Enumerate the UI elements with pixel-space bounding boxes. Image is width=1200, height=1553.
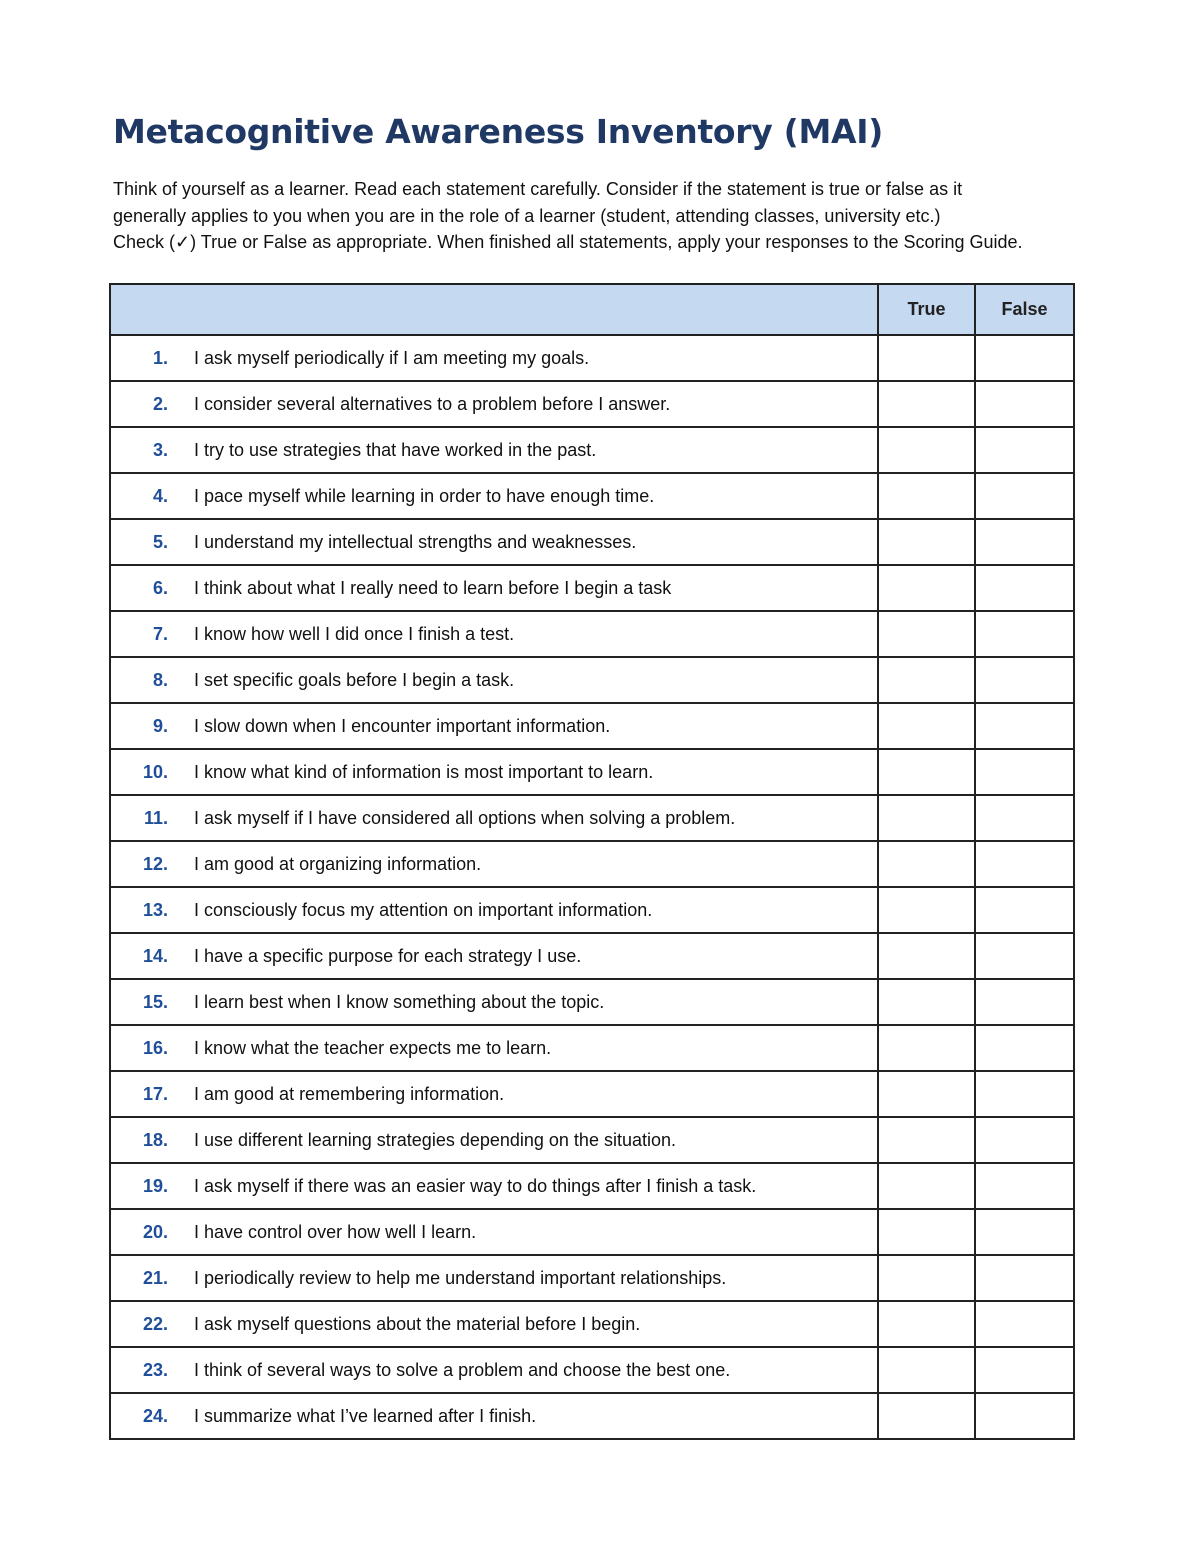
- statement-number: 24.: [110, 1393, 184, 1439]
- false-checkbox-cell[interactable]: [975, 473, 1074, 519]
- instructions-line: Check (✓) True or False as appropriate. When finished all statements, apply your responses to the Scoring Guide.: [113, 232, 1023, 252]
- false-checkbox-cell[interactable]: [975, 611, 1074, 657]
- table-row: [110, 979, 1074, 1025]
- table-header-row: [110, 284, 1074, 335]
- instructions: [113, 176, 1103, 256]
- true-checkbox-cell[interactable]: [878, 1025, 975, 1071]
- statement-text: I ask myself periodically if I am meeting my goals.: [184, 335, 878, 381]
- instructions-line: Think of yourself as a learner. Read each statement carefully. Consider if the statement is true or false as it: [113, 179, 963, 199]
- table-row: [110, 427, 1074, 473]
- statement-number: 23.: [110, 1347, 184, 1393]
- false-checkbox-cell[interactable]: [975, 1301, 1074, 1347]
- false-checkbox-cell[interactable]: [975, 1209, 1074, 1255]
- false-checkbox-cell[interactable]: [975, 519, 1074, 565]
- true-checkbox-cell[interactable]: [878, 1255, 975, 1301]
- table-row: [110, 1025, 1074, 1071]
- statement-text: I ask myself questions about the material before I begin.: [184, 1301, 878, 1347]
- true-checkbox-cell[interactable]: [878, 519, 975, 565]
- false-checkbox-cell[interactable]: [975, 335, 1074, 381]
- false-checkbox-cell[interactable]: [975, 887, 1074, 933]
- statement-number: 7.: [110, 611, 184, 657]
- statement-text: I have control over how well I learn.: [184, 1209, 878, 1255]
- statement-text: I consciously focus my attention on important information.: [184, 887, 878, 933]
- false-checkbox-cell[interactable]: [975, 1163, 1074, 1209]
- statement-number: 8.: [110, 657, 184, 703]
- table-row: [110, 1117, 1074, 1163]
- page-title: Metacognitive Awareness Inventory (MAI): [113, 112, 883, 151]
- true-checkbox-cell[interactable]: [878, 381, 975, 427]
- table-row: [110, 1255, 1074, 1301]
- false-checkbox-cell[interactable]: [975, 841, 1074, 887]
- table-row: [110, 473, 1074, 519]
- true-checkbox-cell[interactable]: [878, 841, 975, 887]
- statement-number: 2.: [110, 381, 184, 427]
- statement-number: 5.: [110, 519, 184, 565]
- statement-text: I summarize what I’ve learned after I finish.: [184, 1393, 878, 1439]
- statement-text: I periodically review to help me understand important relationships.: [184, 1255, 878, 1301]
- statement-text: I learn best when I know something about the topic.: [184, 979, 878, 1025]
- statement-number: 4.: [110, 473, 184, 519]
- table-row: [110, 381, 1074, 427]
- statement-number: 3.: [110, 427, 184, 473]
- true-checkbox-cell[interactable]: [878, 1117, 975, 1163]
- statement-number: 6.: [110, 565, 184, 611]
- table-row: [110, 1209, 1074, 1255]
- table-row: [110, 1347, 1074, 1393]
- statement-number: 15.: [110, 979, 184, 1025]
- false-checkbox-cell[interactable]: [975, 795, 1074, 841]
- true-checkbox-cell[interactable]: [878, 933, 975, 979]
- statement-number: 20.: [110, 1209, 184, 1255]
- inventory-table-wrapper: [109, 283, 1075, 1440]
- statement-text: I slow down when I encounter important information.: [184, 703, 878, 749]
- false-checkbox-cell[interactable]: [975, 703, 1074, 749]
- false-checkbox-cell[interactable]: [975, 933, 1074, 979]
- header-false: False: [975, 284, 1074, 335]
- statement-number: 22.: [110, 1301, 184, 1347]
- instructions-line: generally applies to you when you are in the role of a learner (student, attending classes, university etc.): [113, 205, 941, 226]
- table-row: [110, 565, 1074, 611]
- table-row: [110, 887, 1074, 933]
- statement-number: 14.: [110, 933, 184, 979]
- true-checkbox-cell[interactable]: [878, 1071, 975, 1117]
- statement-number: 18.: [110, 1117, 184, 1163]
- table-row: [110, 519, 1074, 565]
- true-checkbox-cell[interactable]: [878, 1163, 975, 1209]
- statement-number: 10.: [110, 749, 184, 795]
- statement-number: 21.: [110, 1255, 184, 1301]
- statement-text: I know what kind of information is most important to learn.: [184, 749, 878, 795]
- true-checkbox-cell[interactable]: [878, 1393, 975, 1439]
- true-checkbox-cell[interactable]: [878, 335, 975, 381]
- statement-text: I ask myself if there was an easier way to do things after I finish a task.: [184, 1163, 878, 1209]
- table-row: [110, 335, 1074, 381]
- statement-text: I try to use strategies that have worked in the past.: [184, 427, 878, 473]
- table-row: [110, 1301, 1074, 1347]
- statement-text: I understand my intellectual strengths and weaknesses.: [184, 519, 878, 565]
- statement-text: I have a specific purpose for each strategy I use.: [184, 933, 878, 979]
- table-row: [110, 1393, 1074, 1439]
- true-checkbox-cell[interactable]: [878, 657, 975, 703]
- false-checkbox-cell[interactable]: [975, 381, 1074, 427]
- table-row: [110, 841, 1074, 887]
- table-row: [110, 1071, 1074, 1117]
- table-row: [110, 611, 1074, 657]
- false-checkbox-cell[interactable]: [975, 1025, 1074, 1071]
- statement-text: I know what the teacher expects me to learn.: [184, 1025, 878, 1071]
- statement-number: 12.: [110, 841, 184, 887]
- true-checkbox-cell[interactable]: [878, 703, 975, 749]
- false-checkbox-cell[interactable]: [975, 657, 1074, 703]
- false-checkbox-cell[interactable]: [975, 1347, 1074, 1393]
- statement-text: I am good at organizing information.: [184, 841, 878, 887]
- statement-text: I am good at remembering information.: [184, 1071, 878, 1117]
- statement-text: I think about what I really need to learn before I begin a task: [184, 565, 878, 611]
- statement-number: 17.: [110, 1071, 184, 1117]
- table-row: [110, 703, 1074, 749]
- statement-number: 13.: [110, 887, 184, 933]
- inventory-table: [109, 283, 1075, 1440]
- true-checkbox-cell[interactable]: [878, 427, 975, 473]
- statement-text: I set specific goals before I begin a task.: [184, 657, 878, 703]
- false-checkbox-cell[interactable]: [975, 979, 1074, 1025]
- false-checkbox-cell[interactable]: [975, 427, 1074, 473]
- header-true: True: [878, 284, 975, 335]
- true-checkbox-cell[interactable]: [878, 795, 975, 841]
- true-checkbox-cell[interactable]: [878, 749, 975, 795]
- true-checkbox-cell[interactable]: [878, 565, 975, 611]
- true-checkbox-cell[interactable]: [878, 887, 975, 933]
- true-checkbox-cell[interactable]: [878, 1301, 975, 1347]
- true-checkbox-cell[interactable]: [878, 473, 975, 519]
- table-row: [110, 1163, 1074, 1209]
- false-checkbox-cell[interactable]: [975, 1255, 1074, 1301]
- false-checkbox-cell[interactable]: [975, 1071, 1074, 1117]
- statement-text: I ask myself if I have considered all options when solving a problem.: [184, 795, 878, 841]
- table-row: [110, 749, 1074, 795]
- header-statement-cell: [184, 284, 878, 335]
- statement-text: I use different learning strategies depending on the situation.: [184, 1117, 878, 1163]
- true-checkbox-cell[interactable]: [878, 1209, 975, 1255]
- true-checkbox-cell[interactable]: [878, 611, 975, 657]
- false-checkbox-cell[interactable]: [975, 749, 1074, 795]
- statement-number: 19.: [110, 1163, 184, 1209]
- false-checkbox-cell[interactable]: [975, 565, 1074, 611]
- header-number-cell: [110, 284, 184, 335]
- statement-number: 9.: [110, 703, 184, 749]
- table-row: [110, 933, 1074, 979]
- statement-text: I pace myself while learning in order to have enough time.: [184, 473, 878, 519]
- table-body: [110, 335, 1074, 1439]
- false-checkbox-cell[interactable]: [975, 1393, 1074, 1439]
- statement-text: I consider several alternatives to a problem before I answer.: [184, 381, 878, 427]
- statement-number: 11.: [110, 795, 184, 841]
- statement-text: I know how well I did once I finish a test.: [184, 611, 878, 657]
- statement-number: 1.: [110, 335, 184, 381]
- true-checkbox-cell[interactable]: [878, 979, 975, 1025]
- true-checkbox-cell[interactable]: [878, 1347, 975, 1393]
- table-row: [110, 795, 1074, 841]
- false-checkbox-cell[interactable]: [975, 1117, 1074, 1163]
- statement-text: I think of several ways to solve a problem and choose the best one.: [184, 1347, 878, 1393]
- statement-number: 16.: [110, 1025, 184, 1071]
- table-row: [110, 657, 1074, 703]
